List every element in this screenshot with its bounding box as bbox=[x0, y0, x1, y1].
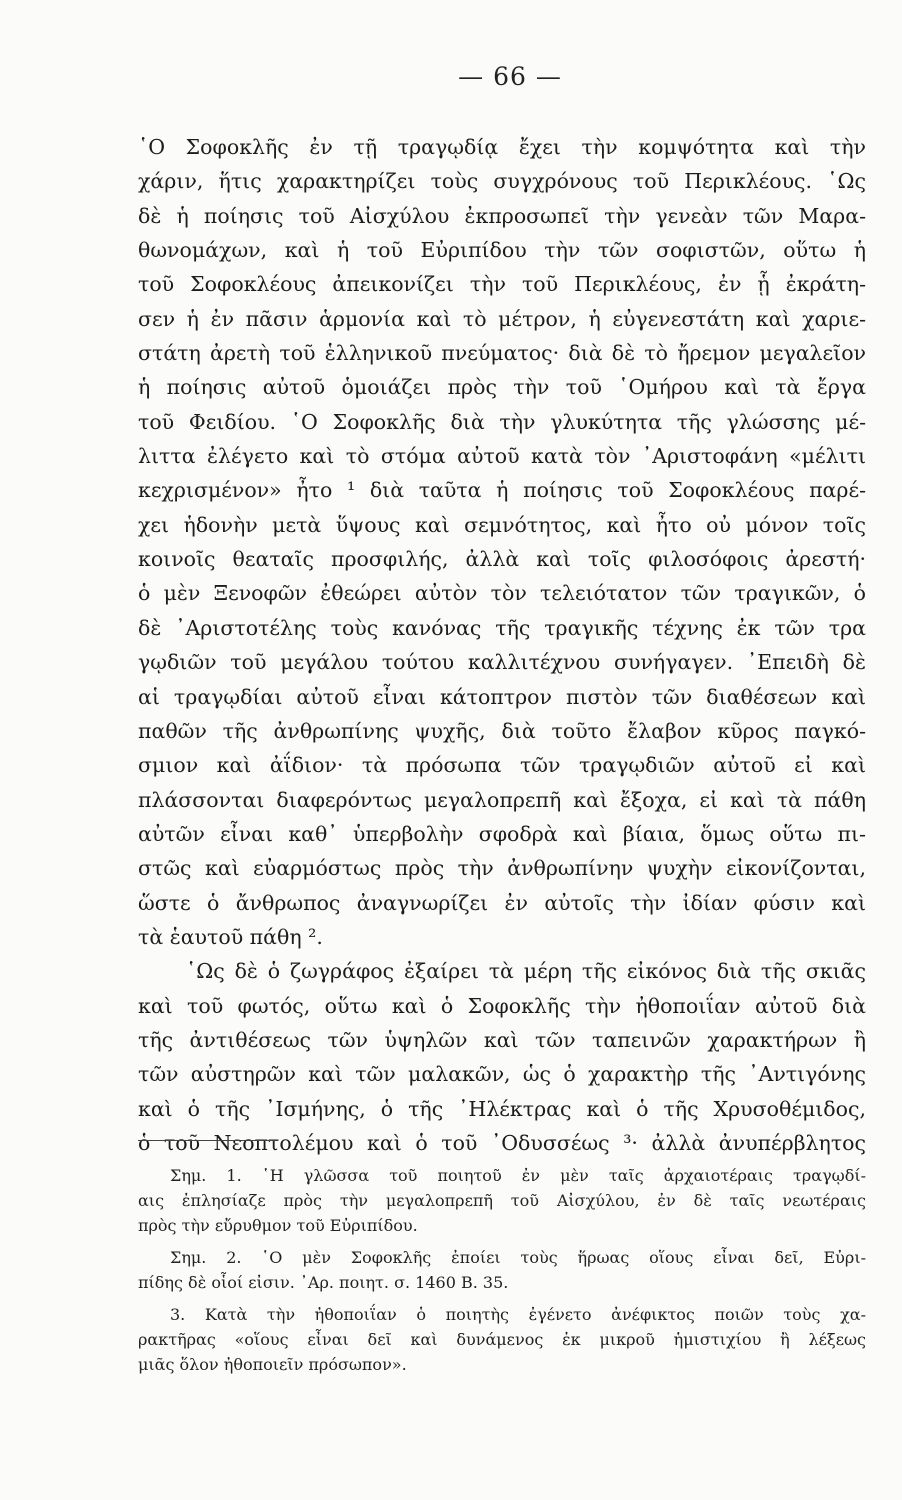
text-line: παθῶν τῆς ἀνθρωπίνης ψυχῆς, διὰ τοῦτο ἔλαβον κῦρος παγκό- bbox=[138, 718, 866, 743]
footnote-line: ρακτῆρας «οἵους εἶναι δεῖ καὶ δυνάμενος ἐκ μικροῦ ἡμιστιχίου ἢ λέξεως bbox=[138, 1330, 866, 1349]
footnote-line: αις ἐπλησίαζε πρὸς τὴν μεγαλοπρεπῆ τοῦ Αἰσχύλου, ἐν δὲ ταῖς νεωτέραις bbox=[138, 1191, 866, 1210]
text-line: ἡ ποίησις αὐτοῦ ὁμοιάζει πρὸς τὴν τοῦ ῾Ομήρου καὶ τὰ ἔργα bbox=[138, 375, 866, 400]
footnotes bbox=[138, 1163, 866, 1377]
text-line: ὁ μὲν Ξενοφῶν ἐθεώρει αὐτὸν τὸν τελειότατον τῶν τραγικῶν, ὁ bbox=[138, 581, 866, 606]
text-line: τῶν αὐστηρῶν καὶ τῶν μαλακῶν, ὡς ὁ χαρακτὴρ τῆς ᾿Αντιγόνης bbox=[138, 1062, 866, 1087]
footnote-line: 3. Κατὰ τὴν ἠθοποιΐαν ὁ ποιητὴς ἐγένετο ἀνέφικτος ποιῶν τοὺς χα- bbox=[170, 1305, 866, 1324]
footnote-line: πίδης δὲ οἷοί εἰσιν. ᾿Αρ. ποιητ. σ. 1460 Β. 35. bbox=[138, 1273, 509, 1292]
text-line: κεχρισμένον» ἦτο ¹ διὰ ταῦτα ἡ ποίησις τοῦ Σοφοκλέους παρέ- bbox=[138, 478, 866, 503]
paragraph-end-line: τὰ ἑαυτοῦ πάθη ². bbox=[138, 924, 323, 949]
text-line: χει ἡδονὴν μετὰ ὕψους καὶ σεμνότητος, καὶ ἦτο οὐ μόνον τοῖς bbox=[138, 512, 866, 537]
text-line: τοῦ Φειδίου. ῾Ο Σοφοκλῆς διὰ τὴν γλυκύτητα τῆς γλώσσης μέ- bbox=[138, 409, 866, 434]
text-line: δὲ ᾿Αριστοτέλης τοὺς κανόνας τῆς τραγικῆς τέχνης ἐκ τῶν τρα bbox=[138, 615, 866, 640]
text-line: στῶς καὶ εὐαρμόστως πρὸς τὴν ἀνθρωπίνην ψυχὴν εἰκονίζονται, bbox=[138, 856, 866, 881]
text-line: γῳδιῶν τοῦ μεγάλου τούτου καλλιτέχνου συνήγαγεν. ᾿Επειδὴ δὲ bbox=[138, 650, 866, 675]
text-line: ὁ τοῦ Νεοπτολέμου καὶ ὁ τοῦ ᾿Οδυσσέως ³· ἀλλὰ ἀνυπέρβλητος bbox=[138, 1130, 866, 1155]
text-line: τῆς ἀντιθέσεως τῶν ὑψηλῶν καὶ τῶν ταπεινῶν χαρακτήρων ἢ bbox=[138, 1027, 866, 1052]
text-line: τοῦ Σοφοκλέους ἀπεικονίζει τὴν τοῦ Περικλέους, ἐν ᾗ ἐκράτη- bbox=[138, 272, 866, 297]
text-line: καὶ ὁ τῆς ᾿Ισμήνης, ὁ τῆς ᾿Ηλέκτρας καὶ ὁ τῆς Χρυσοθέμιδος, bbox=[138, 1096, 866, 1121]
text-line: καὶ τοῦ φωτός, οὕτω καὶ ὁ Σοφοκλῆς τὴν ἠθοποιΐαν αὐτοῦ διὰ bbox=[138, 993, 866, 1018]
text-line: δὲ ἡ ποίησις τοῦ Αἰσχύλου ἐκπροσωπεῖ τὴν γενεὰν τῶν Μαρα- bbox=[138, 203, 866, 228]
main-text bbox=[138, 130, 866, 1160]
footnote-line: πρὸς τὴν εὔρυθμον τοῦ Εὐριπίδου. bbox=[138, 1216, 418, 1235]
text-line: σεν ἡ ἐν πᾶσιν ἁρμονία καὶ τὸ μέτρον, ἡ εὐγενεστάτη καὶ χαριε- bbox=[138, 306, 866, 331]
text-line: ῾Ο Σοφοκλῆς ἐν τῇ τραγῳδίᾳ ἔχει τὴν κομψότητα καὶ τὴν bbox=[138, 135, 866, 159]
text-line: θωνομάχων, καὶ ἡ τοῦ Εὐριπίδου τὴν τῶν σοφιστῶν, οὕτω ἡ bbox=[138, 238, 866, 263]
text-line: σμιον καὶ ἀΐδιον· τὰ πρόσωπα τῶν τραγῳδιῶν αὐτοῦ εἰ καὶ bbox=[138, 753, 866, 778]
text-line: στάτη ἀρετὴ τοῦ ἑλληνικοῦ πνεύματος· διὰ δὲ τὸ ἤρεμον μεγαλεῖον bbox=[138, 341, 866, 366]
text-line: χάριν, ἥτις χαρακτηρίζει τοὺς συγχρόνους τοῦ Περικλέους. ῾Ως bbox=[138, 169, 866, 194]
text-line: αὐτῶν εἶναι καθ᾿ ὑπερβολὴν σφοδρὰ καὶ βίαια, ὅμως οὕτω πι- bbox=[138, 821, 866, 846]
footnote-line: Σημ. 1. ῾Η γλῶσσα τοῦ ποιητοῦ ἐν μὲν ταῖς ἀρχαιοτέραις τραγῳδί- bbox=[170, 1166, 866, 1185]
paragraph-start-line: ῾Ως δὲ ὁ ζωγράφος ἐξαίρει τὰ μέρη τῆς εἰκόνος διὰ τῆς σκιᾶς bbox=[186, 959, 866, 984]
text-line: αἱ τραγῳδίαι αὐτοῦ εἶναι κάτοπτρον πιστὸν τῶν διαθέσεων καὶ bbox=[138, 684, 866, 709]
text-line: κοινοῖς θεαταῖς προσφιλής, ἀλλὰ καὶ τοῖς φιλοσόφοις ἀρεστή· bbox=[138, 547, 866, 572]
text-line: ὥστε ὁ ἄνθρωπος ἀναγνωρίζει ἐν αὐτοῖς τὴν ἰδίαν φύσιν καὶ bbox=[138, 890, 866, 915]
text-line: λιττα ἐλέγετο καὶ τὸ στόμα αὐτοῦ κατὰ τὸν ᾿Αριστοφάνη «μέλιτι bbox=[138, 444, 866, 469]
footnote-line: μιᾶς ὅλον ἠθοποιεῖν πρόσωπον». bbox=[138, 1355, 407, 1374]
footnote-line: Σημ. 2. ῾Ο μὲν Σοφοκλῆς ἐποίει τοὺς ἥρωας οἵους εἶναι δεῖ, Εὐρι- bbox=[170, 1248, 866, 1267]
text-line: πλάσσονται διαφερόντως μεγαλοπρεπῆ καὶ ἔξοχα, εἰ καὶ τὰ πάθη bbox=[138, 787, 866, 812]
footnote-divider bbox=[138, 1140, 278, 1141]
page-number: — 66 — bbox=[458, 62, 562, 91]
